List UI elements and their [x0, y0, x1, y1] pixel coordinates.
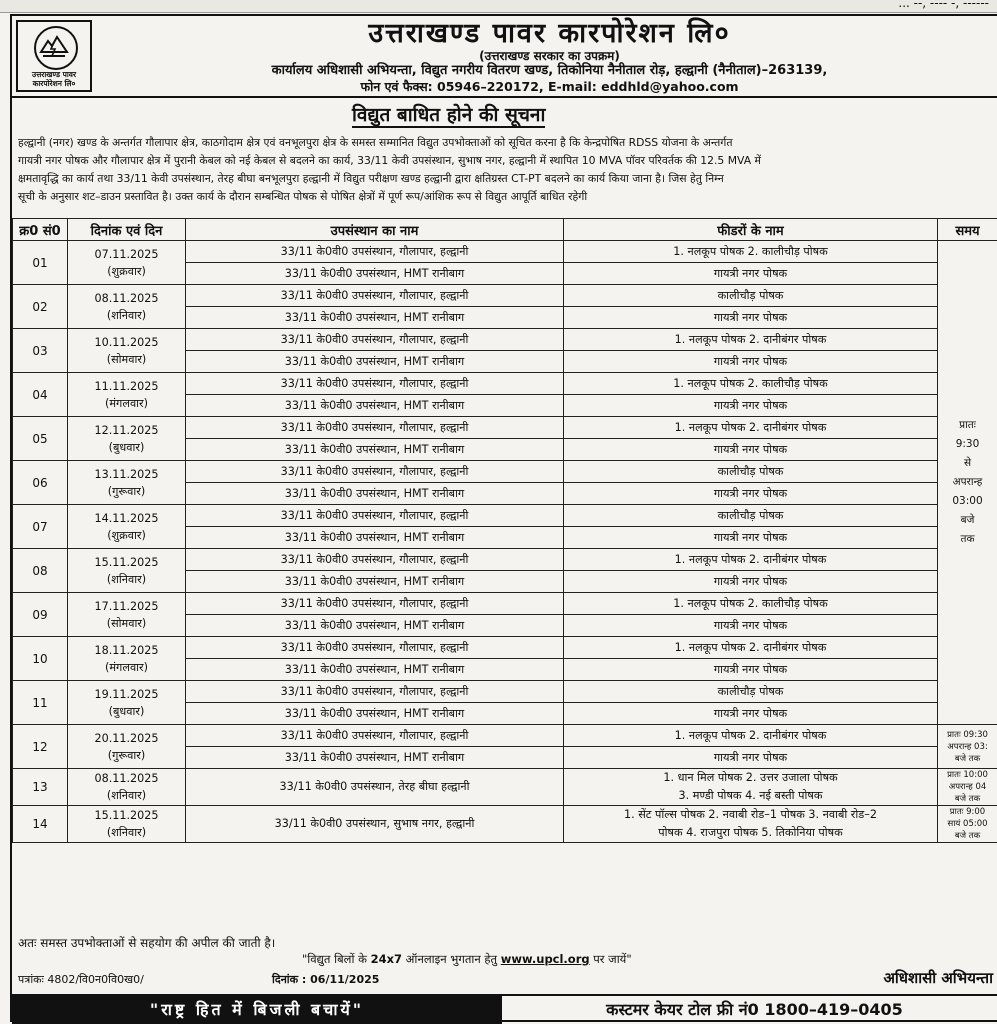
serial-cell: 09: [13, 593, 68, 637]
date-text: 19.11.2025: [94, 687, 159, 701]
feeder-cell: गायत्री नगर पोषक: [564, 483, 938, 505]
serial-cell: 12: [13, 725, 68, 769]
customer-care-number: कस्टमर केयर टोल फ्री नं0 1800–419–0405: [606, 1000, 903, 1019]
substation-cell: 33/11 के0वी0 उपसंस्थान, HMT रानीबाग: [186, 351, 564, 373]
substation-cell: 33/11 के0वी0 उपसंस्थान, गौलापार, हल्द्वानी: [186, 505, 564, 527]
time-cell: [938, 806, 997, 843]
substation-cell: 33/11 के0वी0 उपसंस्थान, HMT रानीबाग: [186, 659, 564, 681]
day-text: (शनिवार): [106, 789, 147, 802]
table-row: [13, 806, 997, 843]
logo-text: उत्तराखण्ड पावर कारपोरेशन लि०: [31, 70, 77, 88]
substation-cell: 33/11 के0वी0 उपसंस्थान, गौलापार, हल्द्वानी: [186, 329, 564, 351]
time-text: प्रातः 09:30: [947, 729, 988, 740]
upcl-logo: [16, 20, 92, 92]
time-text: अपरान्ह 04: [948, 782, 987, 792]
feeder-cell: 1. नलकूप पोषक 2. दानीबंगर पोषक: [564, 725, 938, 747]
time-text: बजे तक: [954, 753, 981, 764]
substation-cell: 33/11 के0वी0 उपसंस्थान, गौलापार, हल्द्वानी: [186, 549, 564, 571]
serial-cell: 03: [13, 329, 68, 373]
substation-cell: 33/11 के0वी0 उपसंस्थान, HMT रानीबाग: [186, 571, 564, 593]
feeder-line: 3. मण्डी पोषक 4. नई बस्ती पोषक: [678, 789, 823, 802]
substation-cell: 33/11 के0वी0 उपसंस्थान, गौलापार, हल्द्वानी: [186, 681, 564, 703]
feeder-cell: 1. नलकूप पोषक 2. दानीबंगर पोषक: [564, 549, 938, 571]
serial-cell: 11: [13, 681, 68, 725]
day-text: (शनिवार): [106, 308, 147, 322]
footer: [12, 932, 997, 1022]
serial-cell: 13: [13, 769, 68, 806]
shutdown-schedule-table: [12, 218, 997, 843]
date-text: 07.11.2025: [94, 247, 159, 261]
serial-cell: 01: [13, 241, 68, 285]
substation-cell: 33/11 के0वी0 उपसंस्थान, HMT रानीबाग: [186, 439, 564, 461]
substation-cell: 33/11 के0वी0 उपसंस्थान, HMT रानीबाग: [186, 527, 564, 549]
time-cell: [938, 241, 997, 725]
col-header-feeders: फीडरों के नाम: [564, 219, 938, 241]
date-cell: [68, 725, 186, 769]
save-electricity-slogan: "राष्ट्र हित में बिजली बचायें": [12, 996, 502, 1024]
table-row: [13, 329, 997, 351]
substation-cell: 33/11 के0वी0 उपसंस्थान, HMT रानीबाग: [186, 747, 564, 769]
notice-line: हल्द्वानी (नगर) खण्ड के अन्तर्गत गौलापार क्षेत्र, काठगोदाम क्षेत्र एवं वनभूलपुरा क्षेत्र के समस्त सम्मानित विद्युत उपभोक्ताओं को सूचित करना है कि केन्द्रपोषित RDSS योजना के अन्तर्गत: [18, 136, 733, 149]
time-cell: [938, 725, 997, 769]
feeder-cell: गायत्री नगर पोषक: [564, 263, 938, 285]
date-text: 13.11.2025: [94, 467, 159, 481]
feeder-cell: गायत्री नगर पोषक: [564, 351, 938, 373]
substation-cell: 33/11 के0वी0 उपसंस्थान, गौलापार, हल्द्वानी: [186, 637, 564, 659]
date-text: 15.11.2025: [94, 555, 159, 569]
signatory: अधिशासी अभियन्ता: [883, 969, 993, 987]
table-row: [13, 637, 997, 659]
serial-cell: 05: [13, 417, 68, 461]
date-cell: [68, 549, 186, 593]
date-text: 12.11.2025: [94, 423, 159, 437]
table-row: [13, 725, 997, 747]
feeder-cell: [564, 806, 938, 843]
feeder-line: पोषक 4. राजपुरा पोषक 5. तिकोनिया पोषक: [658, 826, 843, 839]
date-cell: [68, 593, 186, 637]
serial-cell: 07: [13, 505, 68, 549]
date-text: 08.11.2025: [94, 772, 159, 785]
substation-cell: 33/11 के0वी0 उपसंस्थान, गौलापार, हल्द्वानी: [186, 593, 564, 615]
feeder-cell: 1. नलकूप पोषक 2. कालीचौड़ पोषक: [564, 373, 938, 395]
substation-cell: 33/11 के0वी0 उपसंस्थान, HMT रानीबाग: [186, 615, 564, 637]
notice-frame: [10, 14, 997, 1022]
date-cell: [68, 769, 186, 806]
time-text: प्रातः 9:00: [949, 807, 986, 817]
table-row: [13, 285, 997, 307]
day-text: (मंगलवार): [105, 396, 148, 410]
time-text: प्रातः 10:00: [947, 770, 988, 780]
feeder-cell: कालीचौड़ पोषक: [564, 681, 938, 703]
col-header-serial: क्र0 सं0: [13, 219, 68, 241]
date-text: 18.11.2025: [94, 643, 159, 657]
notice-date: दिनांक : 06/11/2025: [272, 973, 380, 986]
date-cell: [68, 461, 186, 505]
table-row: [13, 681, 997, 703]
substation-cell: 33/11 के0वी0 उपसंस्थान, तेरह बीघा हल्द्वानी: [186, 769, 564, 806]
time-text: 9:30: [955, 438, 980, 450]
substation-cell: 33/11 के0वी0 उपसंस्थान, गौलापार, हल्द्वानी: [186, 417, 564, 439]
date-text: 17.11.2025: [94, 599, 159, 613]
feeder-cell: कालीचौड़ पोषक: [564, 505, 938, 527]
date-cell: [68, 285, 186, 329]
feeder-cell: गायत्री नगर पोषक: [564, 571, 938, 593]
substation-cell: 33/11 के0वी0 उपसंस्थान, गौलापार, हल्द्वानी: [186, 241, 564, 263]
appeal-text: अतः समस्त उपभोक्ताओं से सहयोग की अपील की जाती है।: [18, 936, 276, 950]
date-cell: [68, 637, 186, 681]
company-subtitle: (उत्तराखण्ड सरकार का उपक्रम): [479, 49, 620, 63]
substation-cell: 33/11 के0वी0 उपसंस्थान, HMT रानीबाग: [186, 395, 564, 417]
substation-cell: 33/11 के0वी0 उपसंस्थान, HMT रानीबाग: [186, 483, 564, 505]
feeder-cell: गायत्री नगर पोषक: [564, 395, 938, 417]
date-cell: [68, 329, 186, 373]
company-title: उत्तराखण्ड पावर कारपोरेशन लि०: [368, 18, 731, 49]
feeder-line: 1. सेंट पॉल्स पोषक 2. नवाबी रोड–1 पोषक 3. नवाबी रोड–2: [624, 808, 877, 821]
date-text: 15.11.2025: [94, 809, 159, 822]
serial-cell: 08: [13, 549, 68, 593]
date-cell: [68, 373, 186, 417]
time-text: प्रातः: [959, 419, 976, 431]
substation-cell: 33/11 के0वी0 उपसंस्थान, HMT रानीबाग: [186, 307, 564, 329]
notice-line: सूची के अनुसार शट–डाउन प्रस्तावित है। उक्त कार्य के दौरान सम्बन्धित पोषक से पोषित क्षेत्रों में पूर्ण रूप/आंशिक रूप से विद्युत आपूर्ति बाधित रहेगी: [18, 190, 588, 203]
table-body: [13, 241, 997, 843]
feeder-cell: 1. नलकूप पोषक 2. कालीचौड़ पोषक: [564, 593, 938, 615]
table-header-row: [13, 219, 997, 241]
date-cell: [68, 417, 186, 461]
online-prefix: "विद्युत बिलों के: [302, 952, 371, 966]
time-text: तक: [960, 533, 975, 545]
table-row: [13, 769, 997, 806]
feeder-cell: [564, 769, 938, 806]
day-text: (बुधवार): [108, 704, 145, 718]
notice-title: विद्युत बाधित होने की सूचना: [352, 104, 546, 126]
reference-number: पत्रांकः 4802/वि0न0वि0ख0/: [18, 973, 144, 986]
notice-line: क्षमतावृद्धि का कार्य तथा 33/11 केवी उपसंस्थान, तेरह बीघा बनभूलपुरा हल्द्वानी में विद्युत परीक्षण खण्ड हल्द्वानी द्वारा क्षतिग्रस्त CT-PT बदलने का कार्य किया जाना है। जिस हेतु निम्न: [18, 172, 724, 185]
substation-cell: 33/11 के0वी0 उपसंस्थान, गौलापार, हल्द्वानी: [186, 373, 564, 395]
top-cropped-text: ... --, ---- -, ------: [898, 0, 989, 10]
date-text: 20.11.2025: [94, 731, 159, 745]
time-text: अपरान्ह: [952, 476, 983, 488]
substation-cell: 33/11 के0वी0 उपसंस्थान, गौलापार, हल्द्वानी: [186, 725, 564, 747]
time-text: बजे तक: [954, 794, 981, 804]
time-cell: [938, 769, 997, 806]
day-text: (गुरूवार): [107, 484, 146, 498]
substation-cell: 33/11 के0वी0 उपसंस्थान, HMT रानीबाग: [186, 263, 564, 285]
table-row: [13, 241, 997, 263]
table-row: [13, 373, 997, 395]
substation-cell: 33/11 के0वी0 उपसंस्थान, सुभाष नगर, हल्द्वानी: [186, 806, 564, 843]
letterhead-text: [102, 18, 997, 94]
time-text: से: [963, 457, 972, 469]
table-row: [13, 505, 997, 527]
day-text: (मंगलवार): [105, 660, 148, 674]
substation-cell: 33/11 के0वी0 उपसंस्थान, HMT रानीबाग: [186, 703, 564, 725]
top-cropped-strip: [0, 0, 997, 13]
day-text: (गुरूवार): [107, 748, 146, 762]
day-text: (शुक्रवार): [107, 528, 146, 542]
substation-cell: 33/11 के0वी0 उपसंस्थान, गौलापार, हल्द्वानी: [186, 461, 564, 483]
feeder-cell: गायत्री नगर पोषक: [564, 703, 938, 725]
day-text: (शनिवार): [106, 572, 147, 586]
day-text: (शुक्रवार): [107, 264, 146, 278]
notice-line: गायत्री नगर पोषक और गौलापार क्षेत्र में पुरानी केबल को नई केबल से बदलने का कार्य, 33/11 केवी उपसंस्थान, सुभाष नगर, हल्द्वानी में स्थापित 10 MVA पॉवर परिवर्तक की 12.5 MVA में: [18, 154, 761, 167]
date-cell: [68, 505, 186, 549]
time-text: सायं 05:00: [947, 819, 988, 829]
date-cell: [68, 241, 186, 285]
table-row: [13, 593, 997, 615]
col-header-date: दिनांक एवं दिन: [68, 219, 186, 241]
upcl-website-link[interactable]: www.upcl.org: [500, 952, 590, 966]
feeder-line: 1. धान मिल पोषक 2. उत्तर उजाला पोषक: [663, 771, 838, 784]
serial-cell: 02: [13, 285, 68, 329]
feeder-cell: गायत्री नगर पोषक: [564, 659, 938, 681]
date-text: 08.11.2025: [94, 291, 159, 305]
contact-line: फोन एवं फैक्स: 05946–220172, E-mail: eddhld@yahoo.com: [360, 79, 739, 94]
date-text: 14.11.2025: [94, 511, 159, 525]
online-payment-note: [302, 952, 632, 967]
serial-cell: 06: [13, 461, 68, 505]
day-text: (सोमवार): [106, 352, 147, 366]
day-text: (शनिवार): [106, 826, 147, 839]
day-text: (बुधवार): [108, 440, 145, 454]
online-suffix: पर जायें": [589, 952, 632, 966]
substation-cell: 33/11 के0वी0 उपसंस्थान, गौलापार, हल्द्वानी: [186, 285, 564, 307]
feeder-cell: गायत्री नगर पोषक: [564, 747, 938, 769]
emblem-icon: [34, 26, 78, 70]
serial-cell: 14: [13, 806, 68, 843]
time-text: बजे तक: [954, 831, 981, 841]
serial-cell: 10: [13, 637, 68, 681]
col-header-time: समय: [938, 219, 997, 241]
col-header-substation: उपसंस्थान का नाम: [186, 219, 564, 241]
serial-cell: 04: [13, 373, 68, 417]
office-address: कार्यालय अधिशासी अभियन्ता, विद्युत नगरीय वितरण खण्ड, तिकोनिया नैनीताल रोड़, हल्द्वानी (नैनीताल)–263139,: [271, 63, 828, 78]
online-247: 24x7: [370, 952, 403, 966]
feeder-cell: कालीचौड़ पोषक: [564, 461, 938, 483]
feeder-cell: गायत्री नगर पोषक: [564, 307, 938, 329]
feeder-cell: गायत्री नगर पोषक: [564, 439, 938, 461]
date-cell: [68, 681, 186, 725]
feeder-cell: गायत्री नगर पोषक: [564, 615, 938, 637]
date-text: 11.11.2025: [94, 379, 159, 393]
table-row: [13, 417, 997, 439]
table-row: [13, 549, 997, 571]
feeder-cell: कालीचौड़ पोषक: [564, 285, 938, 307]
time-text: अपरान्ह 03:: [947, 741, 988, 752]
day-text: (सोमवार): [106, 616, 147, 630]
table-row: [13, 461, 997, 483]
notice-paragraph: [18, 134, 997, 206]
letterhead: [12, 16, 997, 98]
feeder-cell: गायत्री नगर पोषक: [564, 527, 938, 549]
date-cell: [68, 806, 186, 843]
date-text: 10.11.2025: [94, 335, 159, 349]
feeder-cell: 1. नलकूप पोषक 2. कालीचौड़ पोषक: [564, 241, 938, 263]
feeder-cell: 1. नलकूप पोषक 2. दानीबंगर पोषक: [564, 329, 938, 351]
feeder-cell: 1. नलकूप पोषक 2. दानीबंगर पोषक: [564, 637, 938, 659]
footer-bar: [12, 994, 997, 1024]
time-text: बजे: [960, 514, 975, 526]
time-text: 03:00: [952, 495, 983, 507]
online-mid: ऑनलाइन भुगतान हेतु: [402, 952, 501, 966]
feeder-cell: 1. नलकूप पोषक 2. दानीबंगर पोषक: [564, 417, 938, 439]
